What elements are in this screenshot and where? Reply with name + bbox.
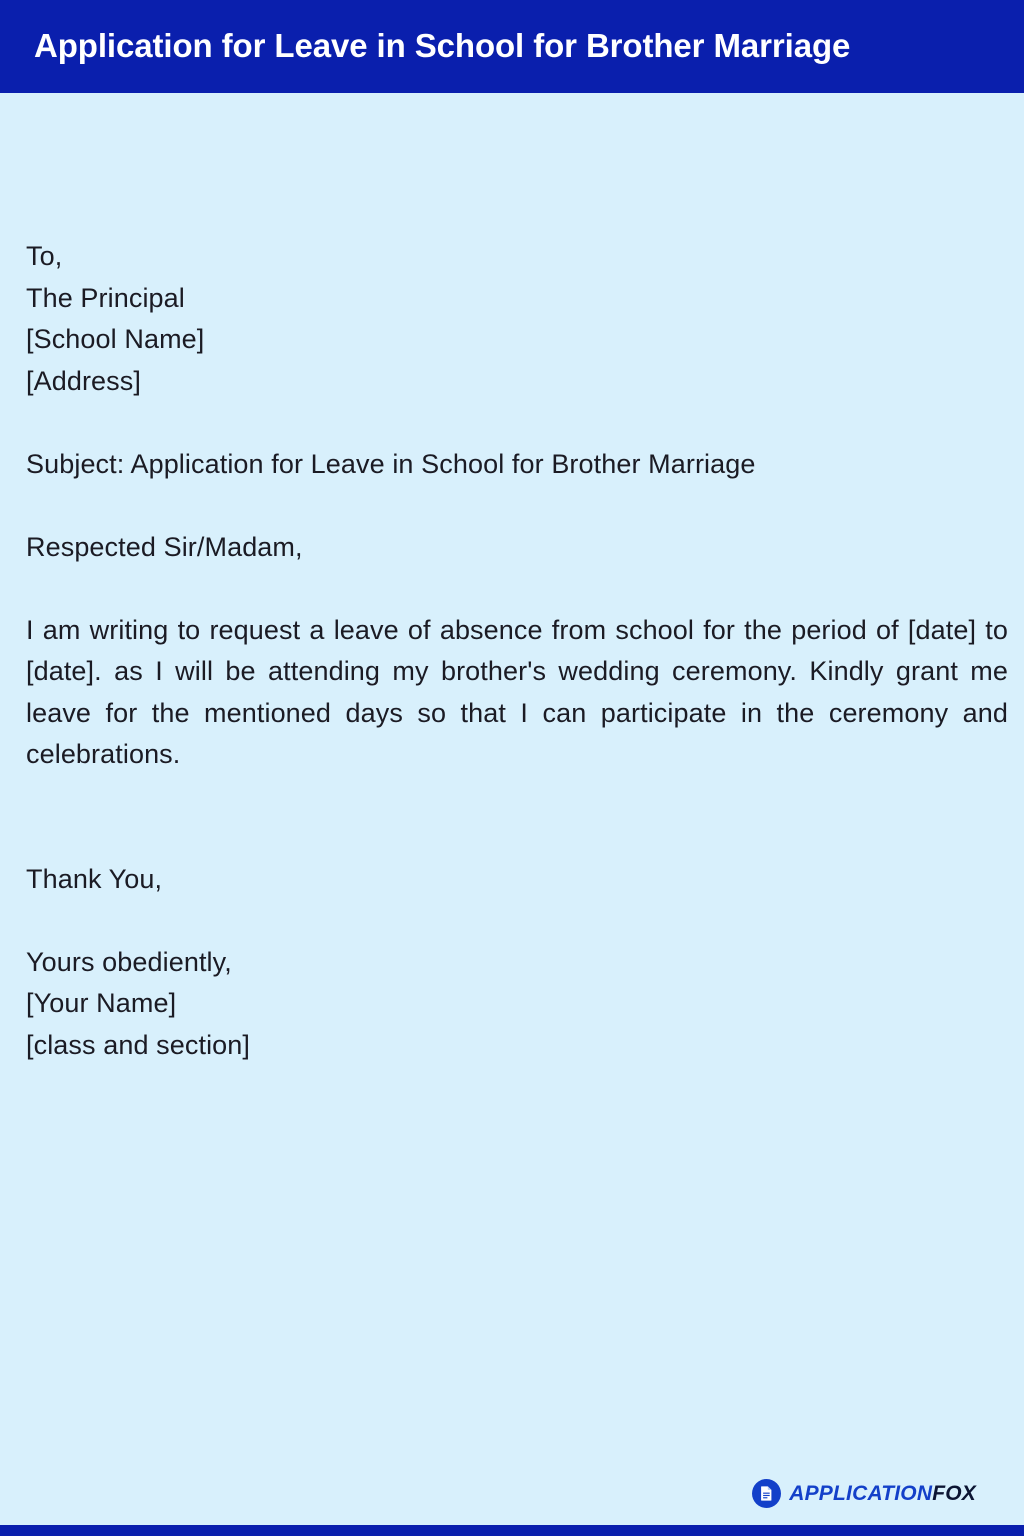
subject-line: Subject: Application for Leave in School for Brother Marriage	[26, 448, 756, 479]
page-title: Application for Leave in School for Brother Marriage	[34, 27, 851, 65]
recipient-block	[26, 236, 1008, 402]
subject-block	[26, 444, 1008, 486]
spacer	[26, 568, 1008, 610]
recipient-line: [School Name]	[26, 324, 205, 354]
logo-wordmark	[789, 1483, 976, 1504]
thanks-block	[26, 859, 1008, 901]
page-header-band	[0, 0, 1024, 93]
page-footer-band	[0, 1525, 1024, 1536]
recipient-line: [Address]	[26, 365, 141, 396]
applicationfox-logo	[752, 1479, 976, 1508]
logo-text-secondary: FOX	[932, 1482, 976, 1505]
letter-content	[26, 236, 1008, 1066]
spacer	[26, 485, 1008, 527]
closing-block	[26, 942, 1008, 1067]
document-icon	[752, 1479, 781, 1508]
spacer	[26, 817, 1008, 859]
spacer	[26, 402, 1008, 444]
spacer	[26, 900, 1008, 942]
closing-line: [class and section]	[26, 1029, 251, 1060]
thanks-line: Thank You,	[26, 863, 163, 894]
recipient-line: The Principal	[26, 282, 185, 313]
closing-line: Yours obediently,	[26, 946, 232, 977]
salutation-block	[26, 527, 1008, 569]
body-paragraph: I am writing to request a leave of absence from school for the period of [date] to [date]. as I will be attending my brother's wedding ceremony. Kindly grant me leave for the mentioned days so that I can participate in the ceremony and celebrations.	[26, 614, 1008, 769]
closing-line: [Your Name]	[26, 988, 177, 1018]
recipient-line: To,	[26, 241, 63, 271]
logo-text-primary: APPLICATION	[789, 1482, 933, 1505]
salutation-line: Respected Sir/Madam,	[26, 531, 303, 562]
